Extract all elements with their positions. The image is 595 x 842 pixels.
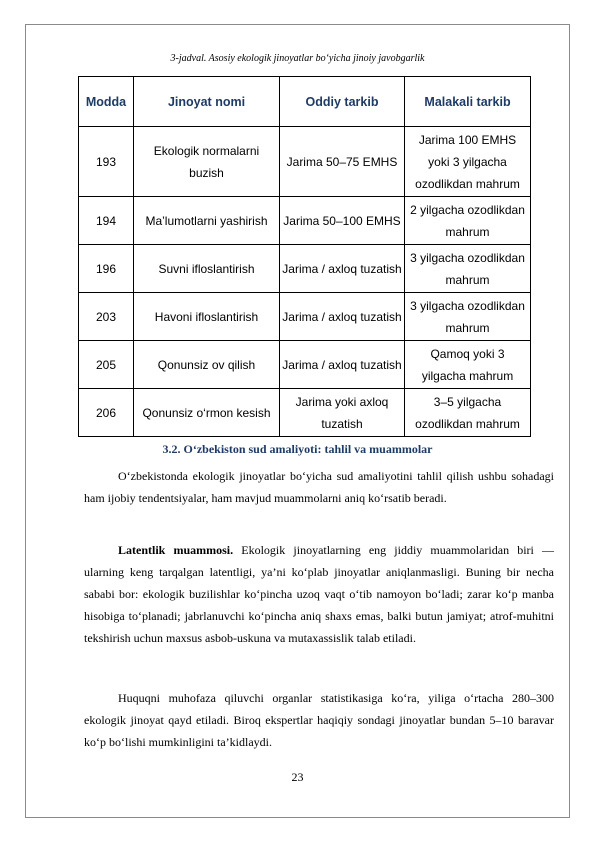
- header-oddiy-tarkib: Oddiy tarkib: [280, 77, 405, 127]
- cell-crime-name: Qonunsiz o‘rmon kesish: [134, 389, 280, 437]
- cell-aggravated-penalty: Jarima 100 EMHS yoki 3 yilgacha ozodlikdan mahrum: [405, 127, 531, 197]
- cell-article: 205: [79, 341, 134, 389]
- cell-aggravated-penalty: 3 yilgacha ozodlikdan mahrum: [405, 245, 531, 293]
- crimes-table: [78, 76, 531, 437]
- table-row: [79, 197, 531, 245]
- cell-basic-penalty: Jarima / axloq tuzatish: [280, 341, 405, 389]
- cell-basic-penalty: Jarima / axloq tuzatish: [280, 293, 405, 341]
- cell-basic-penalty: Jarima 50–75 EMHS: [280, 127, 405, 197]
- table-row: [79, 341, 531, 389]
- cell-article: 193: [79, 127, 134, 197]
- cell-crime-name: Ma’lumotlarni yashirish: [134, 197, 280, 245]
- cell-crime-name: Havoni ifloslantirish: [134, 293, 280, 341]
- cell-crime-name: Qonunsiz ov qilish: [134, 341, 280, 389]
- cell-crime-name: Ekologik normalarni buzish: [134, 127, 280, 197]
- table-caption: 3-jadval. Asosiy ekologik jinoyatlar bo‘yicha jinoiy javobgarlik: [170, 53, 425, 64]
- cell-basic-penalty: Jarima 50–100 EMHS: [280, 197, 405, 245]
- table-row: [79, 245, 531, 293]
- paragraph-text: Huquqni muhofaza qiluvchi organlar statistikasiga ko‘ra, yiliga o‘rtacha 280–300 ekologik jinoyat qayd etiladi. Biroq ekspertlar haqiqiy sondagi jinoyatlar bundan 5–10 baravar ko‘p bo‘lishi mumkinligini ta’kidlaydi.: [84, 691, 554, 749]
- table-row: [79, 293, 531, 341]
- cell-basic-penalty: Jarima / axloq tuzatish: [280, 245, 405, 293]
- cell-aggravated-penalty: 2 yilgacha ozodlikdan mahrum: [405, 197, 531, 245]
- cell-aggravated-penalty: 3 yilgacha ozodlikdan mahrum: [405, 293, 531, 341]
- cell-basic-penalty: Jarima yoki axloq tuzatish: [280, 389, 405, 437]
- paragraph-intro: [84, 465, 554, 509]
- cell-article: 196: [79, 245, 134, 293]
- header-malakali-tarkib: Malakali tarkib: [405, 77, 531, 127]
- paragraph-statistics: [84, 687, 554, 753]
- cell-article: 194: [79, 197, 134, 245]
- table-row: [79, 127, 531, 197]
- paragraph-lead: Latentlik muammosi.: [118, 543, 234, 557]
- cell-aggravated-penalty: Qamoq yoki 3 yilgacha mahrum: [405, 341, 531, 389]
- header-jinoyat-nomi: Jinoyat nomi: [134, 77, 280, 127]
- table-header-row: [79, 77, 531, 127]
- cell-crime-name: Suvni ifloslantirish: [134, 245, 280, 293]
- section-heading: 3.2. O‘zbekiston sud amaliyoti: tahlil va muammolar: [162, 442, 433, 456]
- cell-aggravated-penalty: 3–5 yilgacha ozodlikdan mahrum: [405, 389, 531, 437]
- paragraph-latency: [84, 539, 554, 649]
- paragraph-text: O‘zbekistonda ekologik jinoyatlar bo‘yicha sud amaliyotini tahlil qilish ushbu sohadagi ham ijobiy tendentsiyalar, ham mavjud muammolarni aniq ko‘rsatib beradi.: [84, 469, 554, 505]
- header-modda: Modda: [79, 77, 134, 127]
- cell-article: 203: [79, 293, 134, 341]
- page-number: 23: [291, 770, 304, 784]
- paragraph-text: Ekologik jinoyatlarning eng jiddiy muammolaridan biri — ularning keng tarqalgan latentligi, ya’ni ko‘plab jinoyatlar aniqlanmasligi. Buning bir necha sababi bor: ekologik buzilishlar ko‘pincha uzoq vaqt o‘tib namoyon bo‘ladi; zarar ko‘p manba hisobiga to‘planadi; jabrlanuvchi ko‘pincha aniq shaxs emas, balki butun jamiyat; atrof-muhitni tekshirish uchun maxsus asbob-uskuna va mutaxassislik talab etiladi.: [84, 543, 554, 645]
- table-row: [79, 389, 531, 437]
- cell-article: 206: [79, 389, 134, 437]
